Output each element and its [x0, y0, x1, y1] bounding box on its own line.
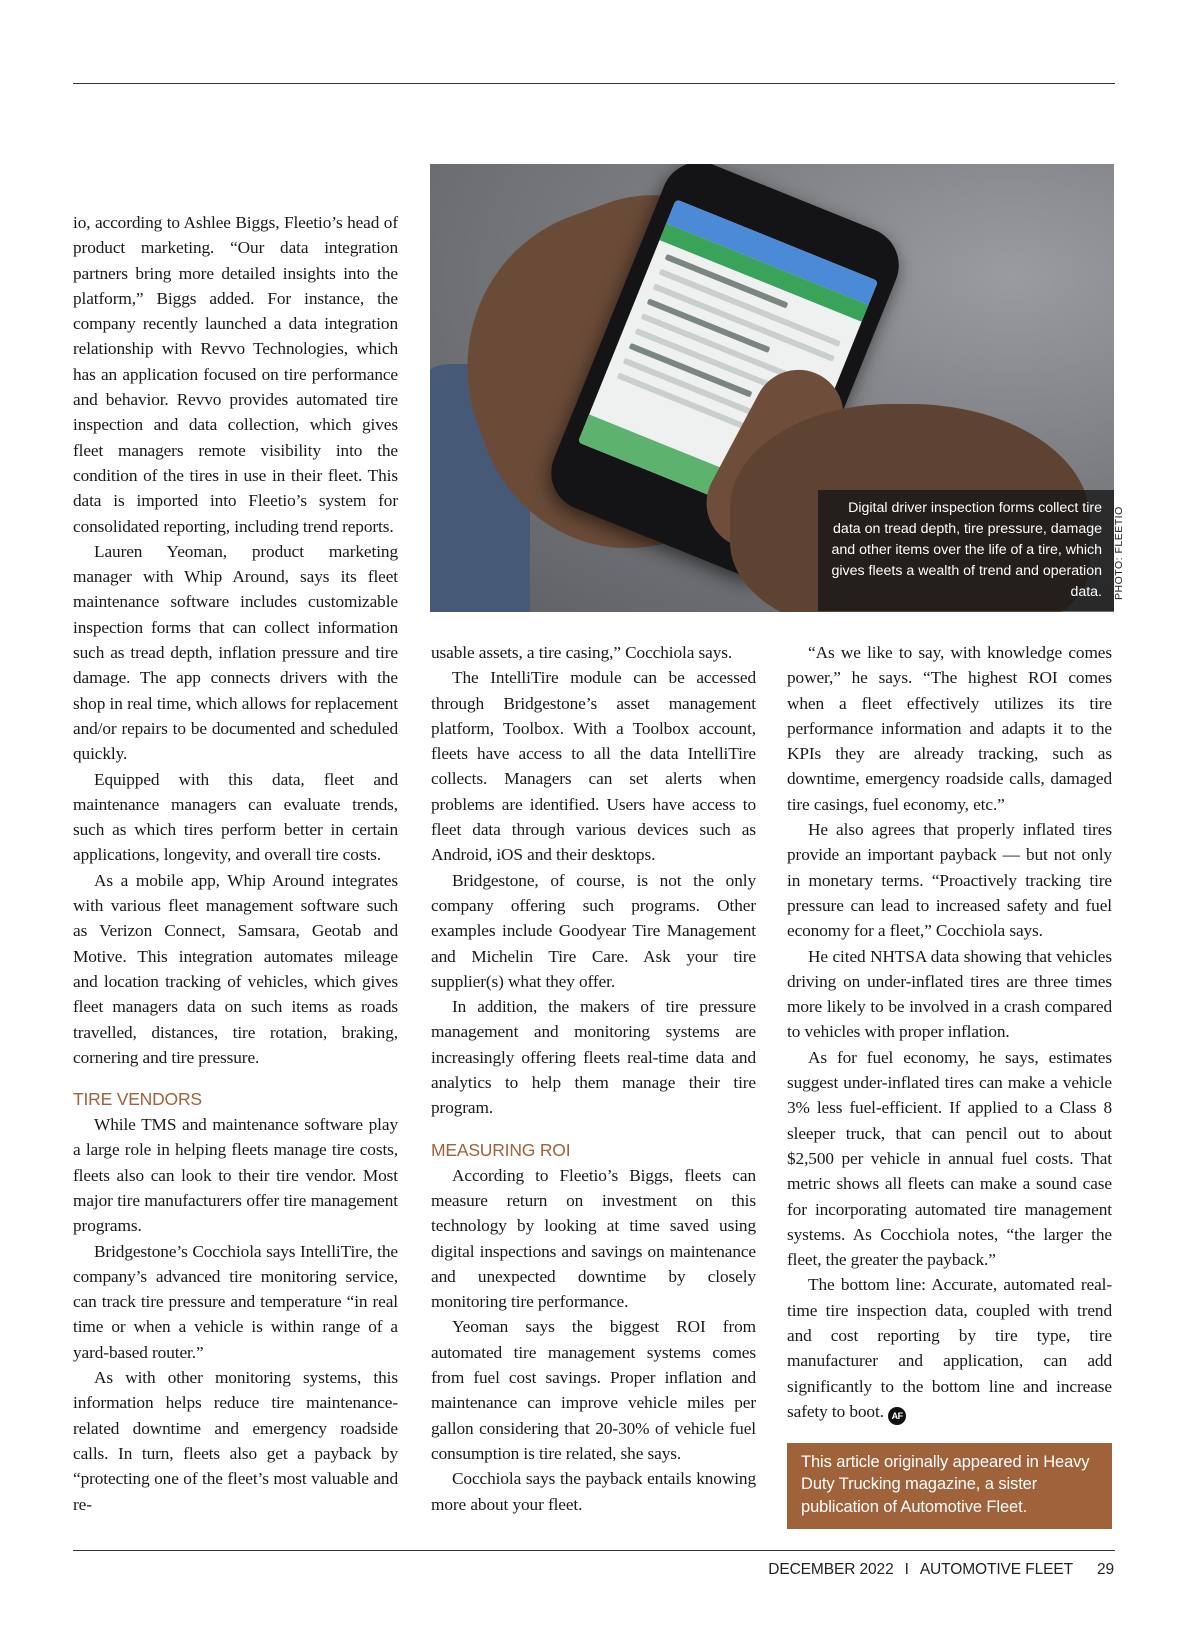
- paragraph: Bridgestone’s Cocchiola says IntelliTire, the company’s advanced tire monitoring service, can track tire pressure and temperature “in real time or when a vehicle is within range of a yard-based router.”: [73, 1241, 398, 1362]
- paragraph: He also agrees that properly inflated tires provide an important payback — but not only in monetary terms. “Proactively tracking tire pressure can lead to increased safety and fuel economy for a fleet,” Cocchiola says.: [787, 820, 1112, 941]
- footer-separator: I: [904, 1561, 909, 1578]
- footer-date: DECEMBER 2022: [768, 1561, 894, 1578]
- paragraph: He cited NHTSA data showing that vehicles driving on under-inflated tires are three times more likely to be involved in a crash compared to vehicles with proper inflation.: [787, 946, 1112, 1042]
- section-heading-tire-vendors: TIRE VENDORS: [73, 1089, 202, 1110]
- paragraph: While TMS and maintenance software play a large role in helping fleets manage tire costs, fleets also can look to their tire vendor. Most major tire manufacturers offer tire management programs.: [73, 1115, 398, 1236]
- paragraph: As for fuel economy, he says, estimates suggest under-inflated tires can make a vehicle 3% less fuel-efficient. If applied to a Class 8 sleeper truck, that can pencil out to about $2,500 per vehicle in annual fuel costs. That metric shows all fleets can make a sound case for incorporating automated tire management systems. As Cocchiola notes, “the larger the fleet, the greater the payback.”: [787, 1047, 1112, 1270]
- paragraph: “As we like to say, with knowledge comes power,” he says. “The highest ROI comes when a fleet effectively utilizes its tire performance information and adapts it to the KPIs they are already tracking, such as downtime, emergency roadside calls, damaged tire casings, fuel economy, etc.”: [787, 643, 1112, 814]
- end-mark-logo-icon: AF: [888, 1407, 906, 1425]
- bottom-rule: [73, 1550, 1115, 1551]
- paragraph: usable assets, a tire casing,” Cocchiola says.: [431, 643, 733, 662]
- page-number: 29: [1096, 1561, 1114, 1578]
- paragraph-final: [787, 1272, 1112, 1424]
- paragraph: In addition, the makers of tire pressure management and monitoring systems are increasingly offering fleets real-time data and analytics to help them manage their tire program.: [431, 997, 756, 1118]
- footer-publication: AUTOMOTIVE FLEET: [919, 1561, 1073, 1578]
- page-footer: [768, 1561, 1114, 1579]
- paragraph: Yeoman says the biggest ROI from automated tire management systems comes from fuel cost savings. Proper inflation and maintenance can improve vehicle miles per gallon considering that 20-30% of vehicle fuel consumption is tire related, she says.: [431, 1317, 756, 1463]
- article-column-2: [431, 640, 756, 1517]
- paragraph: io, according to Ashlee Biggs, Fleetio’s head of product marketing. “Our data integration partners bring more detailed insights into the platform,” Biggs added. For instance, the company recently launched a data integration relationship with Revvo Technologies, which has an application focused on tire performance and behavior. Revvo provides automated tire inspection and data collection, which gives fleet managers remote visibility into the condition of the tires in use in their fleet. This data is imported into Fleetio’s system for consolidated reporting, including trend reports.: [73, 213, 398, 536]
- sister-publication-note: This article originally appeared in Heavy Duty Trucking magazine, a sister publication of Automotive Fleet.: [787, 1443, 1112, 1530]
- paragraph: According to Fleetio’s Biggs, fleets can measure return on investment on this technology by looking at time saved using digital inspections and savings on maintenance and unexpected downtime by closely monitoring tire performance.: [431, 1165, 756, 1312]
- article-photo: [430, 164, 1114, 612]
- photo-credit: PHOTO: FLEETIO: [1113, 506, 1125, 600]
- final-paragraph-text: The bottom line: Accurate, automated real-time tire inspection data, coupled with trend and cost reporting by tire type, tire manufacturer and application, can add significantly to the bottom line and increase safety to boot.: [787, 1275, 1112, 1421]
- section-heading-measuring-roi: MEASURING ROI: [431, 1139, 571, 1160]
- photo-caption: Digital driver inspection forms collect tire data on tread depth, tire pressure, damage and other items over the life of a tire, which gives fleets a wealth of trend and operation data.: [818, 490, 1114, 611]
- paragraph: As a mobile app, Whip Around integrates with various fleet management software such as Verizon Connect, Samsara, Geotab and Motive. This integration automates mileage and location tracking of vehicles, which gives fleet managers data on such items as roads travelled, distances, tire rotation, braking, cornering and tire pressure.: [73, 870, 398, 1067]
- article-column-1: [73, 210, 398, 1517]
- paragraph: The IntelliTire module can be accessed through Bridgestone’s asset management platform, Toolbox. With a Toolbox account, fleets have access to all the data IntelliTire collects. Managers can set alerts when problems are identified. Users have access to fleet data through various devices such as Android, iOS and their desktops.: [431, 668, 756, 865]
- paragraph: Cocchiola says the payback entails knowing more about your fleet.: [431, 1469, 756, 1514]
- paragraph: Equipped with this data, fleet and maintenance managers can evaluate trends, such as which tires perform better in certain applications, longevity, and overall tire costs.: [73, 769, 398, 865]
- paragraph: Lauren Yeoman, product marketing manager with Whip Around, says its fleet maintenance software includes customizable inspection forms that can collect information such as tread depth, inflation pressure and tire damage. The app connects drivers with the shop in real time, which allows for replacement and/or repairs to be documented and scheduled quickly.: [73, 541, 398, 764]
- top-rule: [73, 83, 1115, 84]
- article-column-3: [787, 640, 1112, 1529]
- paragraph: As with other monitoring systems, this information helps reduce tire maintenance-related downtime and emergency roadside calls. In turn, fleets also get a payback by “protecting one of the fleet’s most valuable and re-: [73, 1368, 398, 1514]
- paragraph: Bridgestone, of course, is not the only company offering such programs. Other examples include Goodyear Tire Management and Michelin Tire Care. Ask your tire supplier(s) what they offer.: [431, 870, 756, 991]
